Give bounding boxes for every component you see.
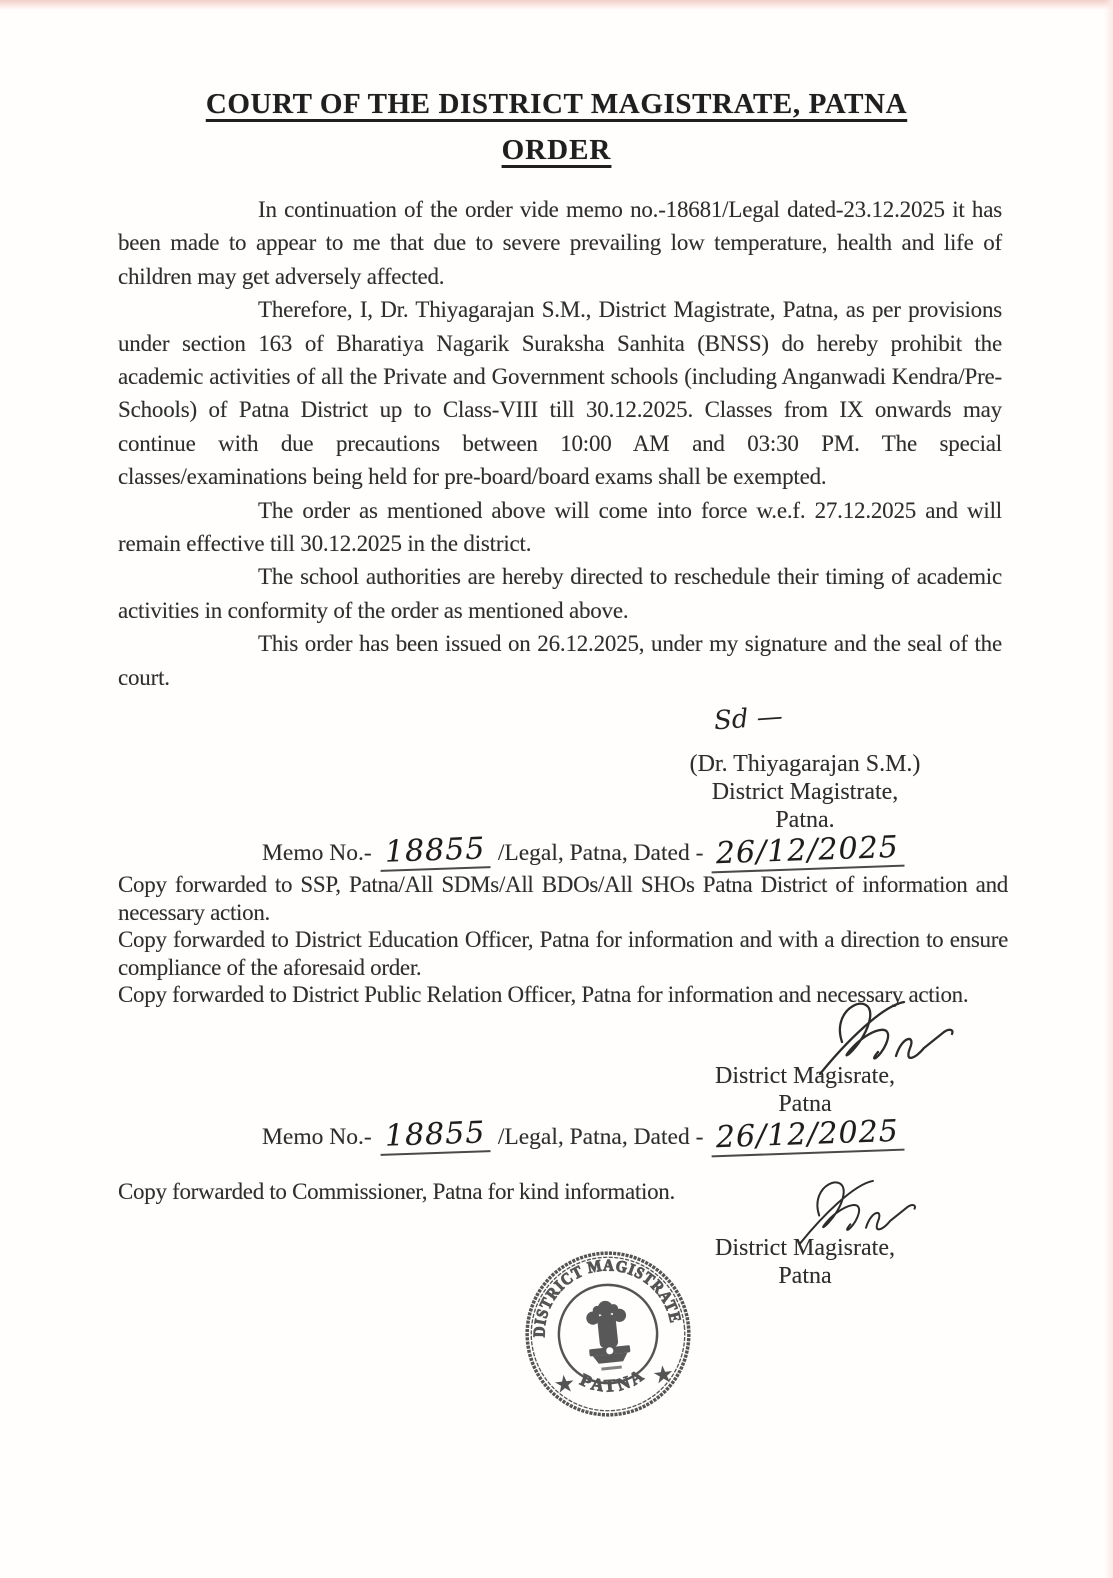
copy-forward-commissioner: Copy forwarded to Commissioner, Patna for kind information. xyxy=(118,1179,675,1204)
memo2-prefix: Memo No.- xyxy=(262,1124,372,1150)
signature-block-3 xyxy=(655,1234,955,1290)
memo2-date-handwritten: 26/12/2025 xyxy=(711,1117,905,1158)
seal-star-right: ★ xyxy=(654,1364,673,1386)
memo1-number-handwritten: 18855 xyxy=(379,834,491,872)
memo1-middle: /Legal, Patna, Dated - xyxy=(497,840,704,866)
order-body xyxy=(118,193,1002,694)
signature3-place: Patna xyxy=(778,1263,832,1289)
district-magistrate-seal xyxy=(520,1246,696,1422)
memo1-date-handwritten: 26/12/2025 xyxy=(711,833,905,874)
document-header xyxy=(0,88,1113,167)
seal-arc-text: DISTRICT MAGISTRATE xyxy=(529,1255,686,1338)
memo-line-1 xyxy=(118,829,1002,872)
copy-forward-ssp: Copy forwarded to SSP, Patna/All SDMs/All BDOs/All SHOs Patna District of information and necessary action. xyxy=(118,872,1008,925)
memo2-middle: /Legal, Patna, Dated - xyxy=(497,1124,704,1150)
scan-edge-top xyxy=(0,0,1113,10)
memo2-number-handwritten: 18855 xyxy=(379,1118,491,1156)
copy-forward-public-relation-officer: Copy forwarded to District Public Relation Officer, Patna for information and necessary action. xyxy=(118,982,969,1008)
signatory-block xyxy=(650,750,960,834)
signatory-place: Patna. xyxy=(775,807,835,833)
memo1-prefix: Memo No.- xyxy=(262,840,372,866)
signature3-designation: District Magisrate, xyxy=(715,1235,895,1261)
memo-line-2 xyxy=(118,1113,1002,1156)
seal-star-left: ★ xyxy=(555,1374,574,1395)
seal-bottom-text: PATNA xyxy=(577,1364,650,1396)
paragraph-issuance: This order has been issued on 26.12.2025, under my signature and the seal of the court. xyxy=(118,631,1002,690)
signatory-name: (Dr. Thiyagarajan S.M.) xyxy=(689,751,921,777)
ashoka-emblem-icon xyxy=(584,1299,632,1372)
sd-handwritten-mark: Sd — xyxy=(713,701,784,737)
copy-forward-list xyxy=(118,871,1008,1009)
paragraph-effective-dates: The order as mentioned above will come into force w.e.f. 27.12.2025 and will remain effective till 30.12.2025 in the district. xyxy=(118,497,1002,557)
page-title: COURT OF THE DISTRICT MAGISTRATE, PATNA xyxy=(205,88,908,120)
paragraph-prohibition: Therefore, I, Dr. Thiyagarajan S.M., District Magistrate, Patna, as per provisions under section 163 of Bharatiya Nagarik Suraksha Sanhita (BNSS) do hereby prohibit the academic activities of all the Private and Government schools (including Anganwadi Kendra/Pre-Schools) of Patna District up to Class-VIII till 30.12.2025. Classes from IX onwards may continue with due precautions between 10:00 AM and 03:30 PM. The special classes/examinations being held for pre-board/board exams shall be exempted. xyxy=(118,297,1002,490)
signature-block-2 xyxy=(655,1062,955,1118)
signature2-place: Patna xyxy=(778,1091,832,1117)
paragraph-school-authorities: The school authorities are hereby directed to reschedule their timing of academic activities in conformity of the order as mentioned above. xyxy=(118,564,1002,623)
signature2-designation: District Magisrate, xyxy=(715,1063,895,1089)
scan-edge-right xyxy=(1104,0,1113,1578)
signatory-designation: District Magistrate, xyxy=(711,779,899,805)
paragraph-continuation: In continuation of the order vide memo no.-18681/Legal dated-23.12.2025 it has been made to appear to me that due to severe prevailing low temperature, health and life of children may get adversely affected. xyxy=(118,197,1002,289)
order-heading: ORDER xyxy=(501,134,612,166)
copy-forward-education-officer: Copy forwarded to District Education Officer, Patna for information and with a direction to ensure compliance of the aforesaid order. xyxy=(118,927,1008,980)
